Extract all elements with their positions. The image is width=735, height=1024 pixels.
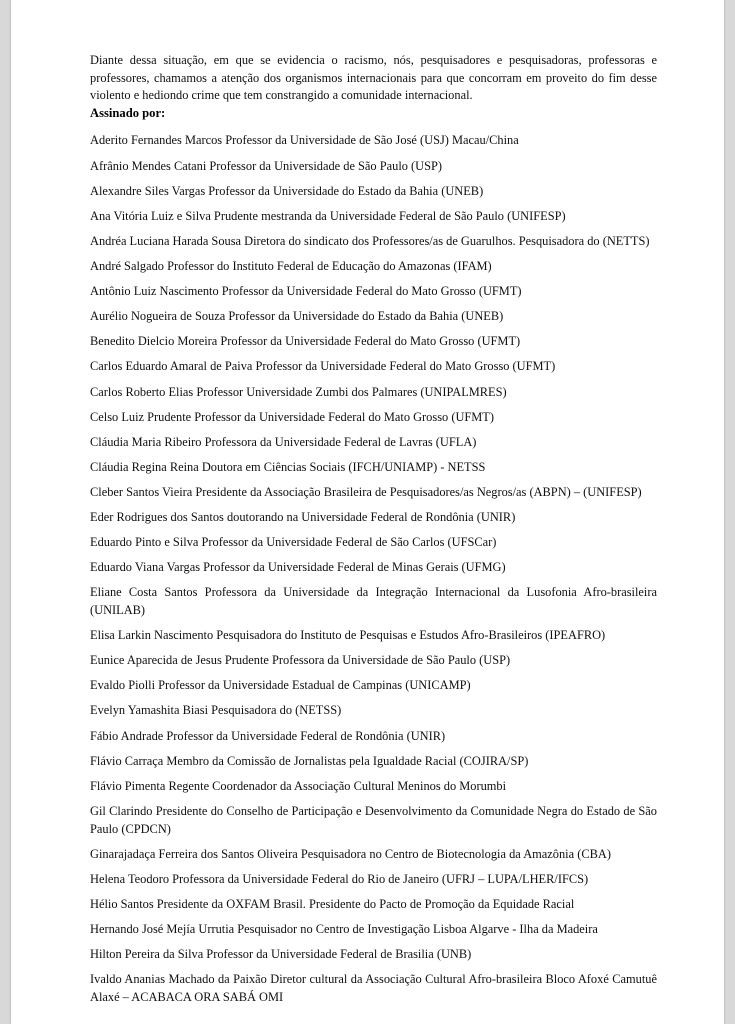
list-item: Eunice Aparecida de Jesus Prudente Professora da Universidade de São Paulo (USP) [90,653,511,668]
list-item: Flávio Pimenta Regente Coordenador da Associação Cultural Meninos do Morumbi [90,778,507,793]
list-item: Ginarajadaça Ferreira dos Santos Oliveira Pesquisadora no Centro de Biotecnologia da Amazônia (CBA) [90,846,611,861]
list-item: Andréa Luciana Harada Sousa Diretora do sindicato dos Professores/as de Guarulhos. Pesquisadora do (NETTS) [90,233,650,248]
list-item: Eduardo Pinto e Silva Professor da Universidade Federal de São Carlos (UFSCar) [90,535,497,550]
list-item: Hilton Pereira da Silva Professor da Universidade Federal de Brasilia (UNB) [90,947,472,962]
list-item: Ivaldo Ananias Machado da Paixão Diretor cultural da Associação Cultural Afro-brasileira Bloco Afoxé Camutuê Alaxé – ACABACA ORA SABÁ OMI [90,972,657,1004]
list-item: Alexandre Siles Vargas Professor da Universidade do Estado da Bahia (UNEB) [90,183,484,198]
list-item: Cláudia Regina Reina Doutora em Ciências Sociais (IFCH/UNIAMP) - NETSS [90,459,486,474]
list-item: Antônio Luiz Nascimento Professor da Universidade Federal do Mato Grosso (UFMT) [90,284,522,299]
list-item: Evelyn Yamashita Biasi Pesquisadora do (NETSS) [90,703,342,718]
list-item: Gil Clarindo Presidente do Conselho de Participação e Desenvolvimento da Comunidade Negra do Estado de São Paulo (CPDCN) [90,803,657,836]
list-item: Helena Teodoro Professora da Universidade Federal do Rio de Janeiro (UFRJ – LUPA/LHER/IFCS) [90,871,589,886]
list-item: Ana Vitória Luiz e Silva Prudente mestranda da Universidade Federal de São Paulo (UNIFESP) [90,208,566,223]
list-item: André Salgado Professor do Instituto Federal de Educação do Amazonas (IFAM) [90,259,492,273]
list-item: Hélio Santos Presidente da OXFAM Brasil. Presidente do Pacto de Promoção da Equidade Racial [90,896,575,911]
list-item: Aderito Fernandes Marcos Professor da Universidade de São José (USJ) Macau/China [90,133,519,148]
list-item: Elisa Larkin Nascimento Pesquisadora do Instituto de Pesquisas e Estudos Afro-Brasileiros (IPEAFRO) [90,628,606,643]
list-item: Evaldo Piolli Professor da Universidade Estadual de Campinas (UNICAMP) [90,678,471,693]
list-item: Flávio Carraça Membro da Comissão de Jornalistas pela Igualdade Racial (COJIRA/SP) [90,753,529,768]
list-item: Aurélio Nogueira de Souza Professor da Universidade do Estado da Bahia (UNEB) [90,309,504,324]
list-item: Fábio Andrade Professor da Universidade Federal de Rondônia (UNIR) [90,728,446,743]
list-item: Cleber Santos Vieira Presidente da Associação Brasileira de Pesquisadores/as Negros/as (ABPN) – (UNIFESP) [90,484,642,499]
list-item: Carlos Eduardo Amaral de Paiva Professor da Universidade Federal do Mato Grosso (UFMT) [90,359,556,374]
intro-paragraph: Diante dessa situação, em que se evidencia o racismo, nós, pesquisadores e pesquisadoras, professoras e professores, chamamos a atenção dos organismos internacionais para que concorram em proveito do fim desse violento e hediondo crime que tem constrangido a comunidade internacional. [90,53,657,103]
list-item: Cláudia Maria Ribeiro Professora da Universidade Federal de Lavras (UFLA) [90,434,477,449]
list-item: Afrânio Mendes Catani Professor da Universidade de São Paulo (USP) [90,158,443,173]
list-item: Eliane Costa Santos Professora da Universidade da Integração Internacional da Lusofonia Afro-brasileira (UNILAB) [90,585,657,618]
list-item: Hernando José Mejía Urrutia Pesquisador no Centro de Investigação Lisboa Algarve - Ilha da Madeira [90,921,598,936]
signed-by-heading: Assinado por: [90,105,166,120]
signers-list [90,132,657,1006]
list-item: Carlos Roberto Elias Professor Universidade Zumbi dos Palmares (UNIPALMRES) [90,384,507,399]
list-item: Eder Rodrigues dos Santos doutorando na Universidade Federal de Rondônia (UNIR) [90,510,516,525]
list-item: Benedito Dielcio Moreira Professor da Universidade Federal do Mato Grosso (UFMT) [90,334,521,349]
document-page [11,0,724,1024]
document-body [90,52,657,1014]
list-item: Eduardo Viana Vargas Professor da Universidade Federal de Minas Gerais (UFMG) [90,560,506,575]
list-item: Celso Luiz Prudente Professor da Universidade Federal do Mato Grosso (UFMT) [90,409,494,424]
